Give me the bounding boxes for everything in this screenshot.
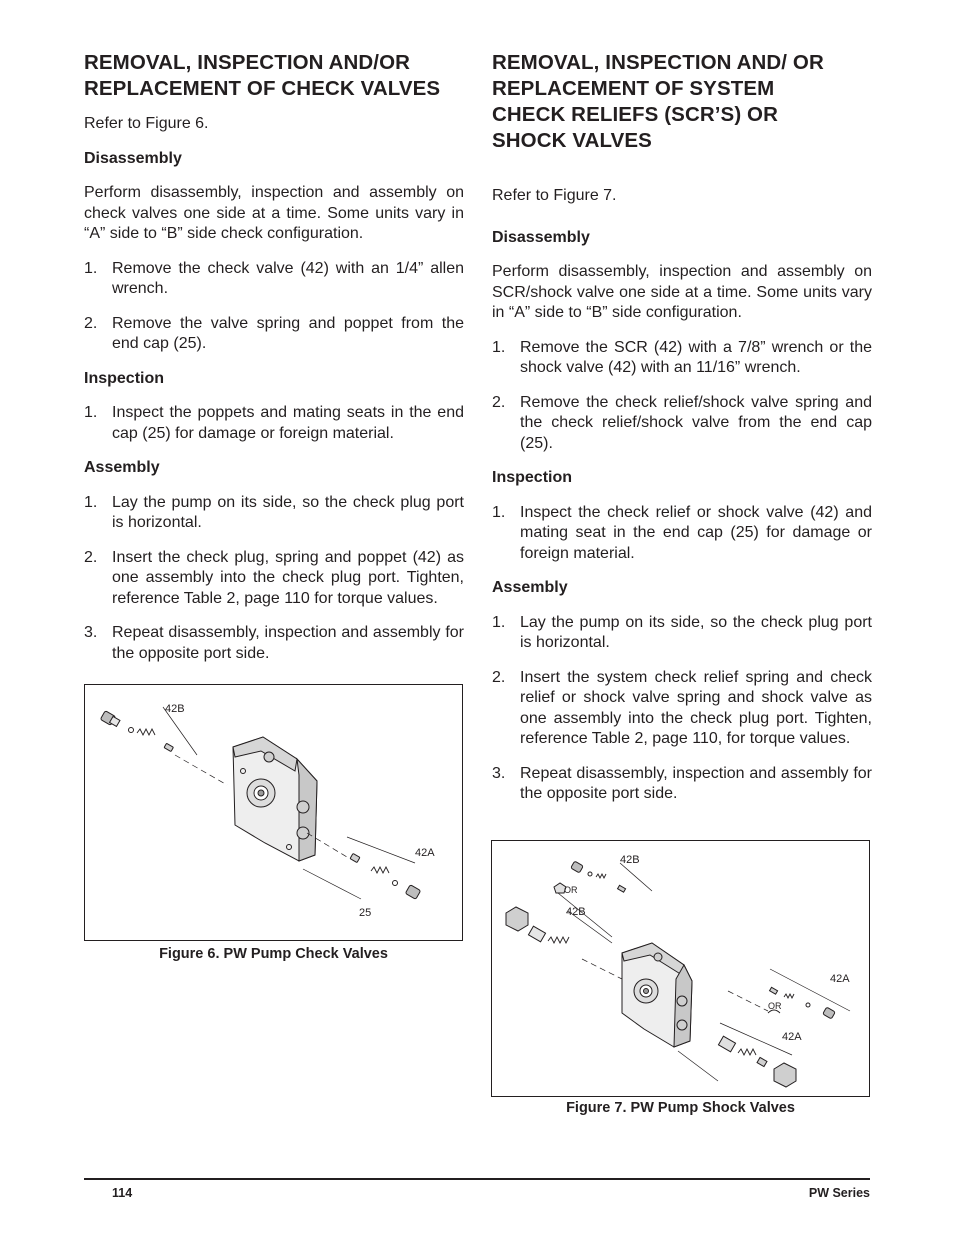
list-item: 1. Lay the pump on its side, so the check plug port is horizontal. [492,613,872,651]
right-heading: REMOVAL, INSPECTION AND/ OR REPLACEMENT OF SYSTEM CHECK RELIEFS (SCR’S) OR SHOCK VALVES [492,51,824,152]
figure-7-caption: Figure 7. PW Pump Shock Valves [566,1100,795,1116]
right-column [492,50,872,805]
left-disassembly-text: Perform disassembly, inspection and assembly on check valves one side at a time. Some units vary in “A” side to “B” side check configuration. [84,184,464,242]
right-inspection-steps [492,503,872,565]
right-inspection-title: Inspection [492,469,573,486]
page-number: 114 [112,1186,133,1200]
list-item: 2. Insert the check plug, spring and poppet (42) as one assembly into the check plug port. Tighten, reference Table 2, page 110 for torque values. [84,548,464,607]
footer-divider [84,1178,870,1180]
figure-6-caption: Figure 6. PW Pump Check Valves [159,946,388,962]
right-disassembly-title: Disassembly [492,228,590,246]
right-assembly-title: Assembly [492,579,568,596]
right-disassembly-steps [492,338,872,455]
list-item: 2. Insert the system check relief spring and check relief or shock valve spring and shock valve as one assembly into the check plug port. Tighten, reference Table 2, page 110, for torque values. [492,668,872,747]
list-item: 3. Repeat disassembly, inspection and assembly for the opposite port side. [492,764,872,802]
fig7-label-42a-top: 42A [830,973,850,985]
right-refer: Refer to Figure 7. [492,187,617,204]
list-item: 1. Lay the pump on its side, so the check plug port is horizontal. [84,493,464,531]
fig6-label-42a: 42A [415,847,435,859]
list-item: 1. Remove the check valve (42) with an 1/4” allen wrench. [84,259,464,297]
left-disassembly-title: Disassembly [84,149,182,167]
footer-series: PW Series [808,1186,870,1200]
figure-6 [84,684,463,941]
left-heading: REMOVAL, INSPECTION AND/OR REPLACEMENT OF CHECK VALVES [84,51,441,100]
fig7-label-or-top: OR [564,885,578,895]
list-item: 2. Remove the check relief/shock valve spring and the check relief/shock valve from the end cap (25). [492,393,872,452]
left-inspection-steps [84,403,464,444]
left-inspection-title: Inspection [84,369,165,387]
fig6-label-42b: 42B [165,703,185,715]
fig7-label-or-right: OR [768,1001,782,1011]
fig7-label-42b-top: 42B [620,854,640,866]
list-item: 1. Remove the SCR (42) with a 7/8” wrench or the shock valve (42) with an 11/16” wrench. [492,338,872,376]
figure-7 [491,840,870,1097]
list-item: 1. Inspect the check relief or shock valve (42) and mating seat in the end cap (25) for damage or foreign material. [492,503,872,562]
left-column [84,50,464,664]
right-disassembly-text: Perform disassembly, inspection and assembly on SCR/shock valve one side at a time. Some units vary in “A” side to “B” side configuration. [492,263,872,321]
fig7-label-42a-bottom: 42A [782,1031,802,1043]
left-refer: Refer to Figure 6. [84,115,209,132]
left-assembly-title: Assembly [84,459,160,476]
right-assembly-steps [492,613,872,805]
list-item: 2. Remove the valve spring and poppet from the end cap (25). [84,314,464,352]
left-assembly-steps [84,493,464,665]
fig6-label-25: 25 [359,907,372,919]
fig7-label-42b-mid: 42B [566,906,586,918]
check-valve-diagram [85,685,461,939]
shock-valve-diagram [492,841,868,1095]
left-disassembly-steps [84,259,464,355]
list-item: 3. Repeat disassembly, inspection and assembly for the opposite port side. [84,624,464,662]
list-item: 1. Inspect the poppets and mating seats in the end cap (25) for damage or foreign material. [84,404,464,442]
